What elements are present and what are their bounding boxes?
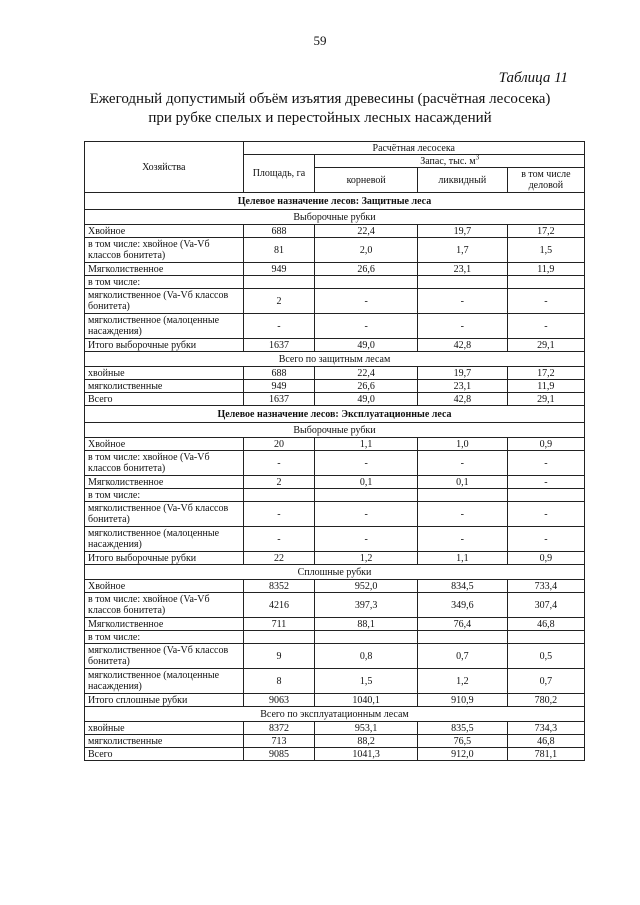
cell-root [315,631,418,644]
cell-area [243,489,315,502]
header-business: в том числе деловой [507,168,584,193]
cell-root: 49,0 [315,393,418,406]
cell-business: 0,9 [507,438,584,451]
cell-business: 17,2 [507,367,584,380]
cell-liquid: - [417,451,507,476]
cell-liquid: 834,5 [417,580,507,593]
cell-area: 9063 [243,694,315,707]
cell-farm: Хвойное [85,225,244,238]
cell-area: 713 [243,735,315,748]
cell-business: 0,9 [507,552,584,565]
cell-area: - [243,314,315,339]
table-label: Таблица 11 [498,70,568,86]
cell-root: 1,2 [315,552,418,565]
cell-business: 11,9 [507,263,584,276]
cell-root: 88,2 [315,735,418,748]
cell-area: 8372 [243,722,315,735]
cell-area: - [243,502,315,527]
cell-liquid: 1,1 [417,552,507,565]
cell-area: 8352 [243,580,315,593]
cell-liquid: 1,0 [417,438,507,451]
cell-farm: хвойные [85,722,244,735]
cell-root: 0,1 [315,476,418,489]
cell-root: 49,0 [315,339,418,352]
cell-liquid: 19,7 [417,225,507,238]
cell-business: 780,2 [507,694,584,707]
cell-liquid: 1,7 [417,238,507,263]
cell-root: 1041,3 [315,748,418,761]
cell-area: 22 [243,552,315,565]
subsection-title: Сплошные рубки [85,565,585,580]
subsection-title: Выборочные рубки [85,423,585,438]
table-row [85,644,585,669]
cell-liquid: 912,0 [417,748,507,761]
cell-farm: мягколиственное (малоценные насаждения) [85,527,244,552]
table-row [85,527,585,552]
cell-business: - [507,314,584,339]
cell-liquid: - [417,527,507,552]
cell-area: 949 [243,263,315,276]
cell-liquid: 23,1 [417,380,507,393]
table-row [85,263,585,276]
subsection-row [85,707,585,722]
cell-root: 1040,1 [315,694,418,707]
table-row [85,476,585,489]
cell-business: 307,4 [507,593,584,618]
cell-root: 952,0 [315,580,418,593]
table-row [85,238,585,263]
header-stock [315,155,585,168]
section-title: Целевое назначение лесов: Эксплуатационные леса [85,406,585,423]
cell-area [243,631,315,644]
cell-liquid: 835,5 [417,722,507,735]
cell-business: 11,9 [507,380,584,393]
cell-liquid: 349,6 [417,593,507,618]
cell-area: 2 [243,476,315,489]
table-row [85,694,585,707]
cell-business: 733,4 [507,580,584,593]
table-row [85,367,585,380]
header-group: Расчётная лесосека [243,142,584,155]
cell-farm: мягколиственные [85,380,244,393]
subsection-row [85,565,585,580]
cell-root: 22,4 [315,225,418,238]
cell-business: - [507,527,584,552]
cell-root: 0,8 [315,644,418,669]
cell-area: 1637 [243,339,315,352]
cell-farm: в том числе: [85,276,244,289]
cell-root [315,489,418,502]
cell-farm: мягколиственное (малоценные насаждения) [85,669,244,694]
cell-liquid: 0,7 [417,644,507,669]
cell-farm: хвойные [85,367,244,380]
cell-root: 88,1 [315,618,418,631]
table-body [85,193,585,761]
cell-area: 949 [243,380,315,393]
table-row [85,631,585,644]
cell-business [507,489,584,502]
cell-farm: мягколиственное (Va-Vб классов бонитета) [85,502,244,527]
cell-root: 26,6 [315,263,418,276]
cell-liquid: 0,1 [417,476,507,489]
table-row [85,593,585,618]
cell-liquid: 76,4 [417,618,507,631]
table-row [85,618,585,631]
cell-business: 17,2 [507,225,584,238]
cell-business: 29,1 [507,393,584,406]
cell-farm: мягколиственные [85,735,244,748]
header-stock-text: Запас, тыс. м [420,155,476,167]
harvest-table [84,141,585,761]
cell-root: 1,5 [315,669,418,694]
cell-area: 2 [243,289,315,314]
title-line-1: Ежегодный допустимый объём изъятия древесины (расчётная лесосека) [89,91,551,107]
cell-root: 22,4 [315,367,418,380]
table-row [85,502,585,527]
cell-root: - [315,451,418,476]
cell-area: 20 [243,438,315,451]
cell-business: 29,1 [507,339,584,352]
table-row [85,451,585,476]
cell-farm: Мягколиственное [85,618,244,631]
cell-farm: в том числе: [85,631,244,644]
header-root: корневой [315,168,418,193]
cell-area: 8 [243,669,315,694]
table-row [85,722,585,735]
table-row [85,314,585,339]
cell-area: 688 [243,225,315,238]
cell-area: - [243,527,315,552]
table-title [0,90,640,128]
cell-farm: Всего [85,393,244,406]
cell-area: 9085 [243,748,315,761]
cell-root: 26,6 [315,380,418,393]
cell-business: 734,3 [507,722,584,735]
cell-liquid: - [417,314,507,339]
cell-root: - [315,289,418,314]
cell-farm: Итого сплошные рубки [85,694,244,707]
cell-business [507,276,584,289]
cell-farm: Всего [85,748,244,761]
cell-root: 2,0 [315,238,418,263]
section-row [85,406,585,423]
table-row [85,552,585,565]
cell-liquid: 23,1 [417,263,507,276]
table-row [85,339,585,352]
section-row [85,193,585,210]
cell-root: 1,1 [315,438,418,451]
cell-farm: мягколиственное (Va-Vб классов бонитета) [85,644,244,669]
cell-area: 81 [243,238,315,263]
table-row [85,380,585,393]
cell-farm: мягколиственное (Va-Vб классов бонитета) [85,289,244,314]
cell-liquid: 76,5 [417,735,507,748]
cell-business: - [507,502,584,527]
table-row [85,580,585,593]
cell-liquid [417,489,507,502]
cell-farm: Мягколиственное [85,263,244,276]
table-row [85,393,585,406]
header-farms: Хозяйства [85,142,244,193]
cell-root: 953,1 [315,722,418,735]
cell-business: - [507,476,584,489]
subsection-row [85,352,585,367]
cell-farm: Итого выборочные рубки [85,552,244,565]
table-row [85,489,585,502]
table-row [85,748,585,761]
cell-liquid: - [417,289,507,314]
cell-root: - [315,314,418,339]
table-row [85,438,585,451]
cell-business: 0,7 [507,669,584,694]
cell-business: - [507,451,584,476]
cell-farm: Хвойное [85,438,244,451]
cell-farm: Итого выборочные рубки [85,339,244,352]
subsection-title: Выборочные рубки [85,210,585,225]
cell-area: 1637 [243,393,315,406]
table-header [85,142,585,193]
subsection-title: Всего по защитным лесам [85,352,585,367]
cell-liquid: 42,8 [417,339,507,352]
subsection-row [85,210,585,225]
cell-liquid: 19,7 [417,367,507,380]
cell-liquid: 910,9 [417,694,507,707]
table-row [85,669,585,694]
table-row [85,276,585,289]
cell-business: 1,5 [507,238,584,263]
header-liquid: ликвидный [417,168,507,193]
cell-liquid [417,631,507,644]
cell-business [507,631,584,644]
cell-area: - [243,451,315,476]
table-row [85,225,585,238]
cell-farm: мягколиственное (малоценные насаждения) [85,314,244,339]
cell-farm: в том числе: [85,489,244,502]
table-row [85,735,585,748]
cell-business: 46,8 [507,618,584,631]
cell-business: - [507,289,584,314]
cell-area: 711 [243,618,315,631]
cell-area: 688 [243,367,315,380]
cell-farm: Мягколиственное [85,476,244,489]
cell-farm: Хвойное [85,580,244,593]
cell-root: 397,3 [315,593,418,618]
cell-root: - [315,502,418,527]
cell-farm: в том числе: хвойное (Va-Vб классов бонитета) [85,451,244,476]
subsection-title: Всего по эксплуатационным лесам [85,707,585,722]
cell-business: 781,1 [507,748,584,761]
title-line-2: при рубке спелых и перестойных лесных насаждений [148,110,492,126]
header-stock-sup: 3 [475,153,480,162]
cell-root: - [315,527,418,552]
page-number: 59 [313,33,327,48]
cell-root [315,276,418,289]
cell-liquid: 42,8 [417,393,507,406]
cell-farm: в том числе: хвойное (Va-Vб классов бонитета) [85,238,244,263]
section-title: Целевое назначение лесов: Защитные леса [85,193,585,210]
cell-business: 46,8 [507,735,584,748]
subsection-row [85,423,585,438]
cell-liquid: - [417,502,507,527]
cell-liquid: 1,2 [417,669,507,694]
cell-area [243,276,315,289]
cell-area: 9 [243,644,315,669]
cell-farm: в том числе: хвойное (Va-Vб классов бонитета) [85,593,244,618]
cell-area: 4216 [243,593,315,618]
cell-liquid [417,276,507,289]
table-row [85,289,585,314]
header-area: Площадь, га [243,155,315,193]
cell-business: 0,5 [507,644,584,669]
